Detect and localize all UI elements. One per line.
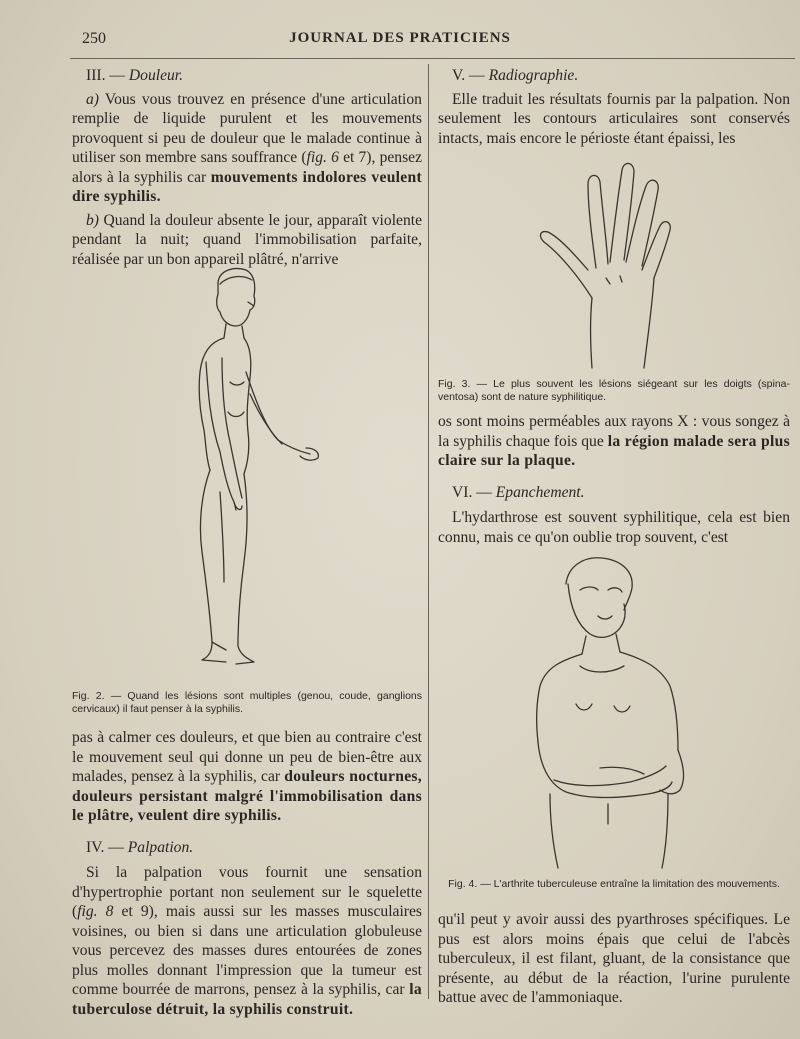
paragraph-a: a) Vous vous trouvez en présence d'une articulation remplie de liquide purulent et les mouvements provoquent si peu de douleur que le malade continue à utiliser son membre sans souffrance (fig. 6 et 7), pensez alors à la syphilis car mouvements indolores veulent dire syphilis. (72, 90, 423, 205)
paragraph-rayons-x: os sont moins perméables aux rayons X : vous songez à la syphilis chaque fois que la région malade sera plus claire sur la plaque. (438, 413, 790, 469)
column-divider (428, 64, 429, 999)
paragraph-after-fig2: pas à calmer ces douleurs, et que bien au contraire c'est le mouvement seul qui donne un peu de bien-être aux malades, pensez à la syphilis, car douleurs nocturnes, douleurs persistant malgré l'immobilisation dans le plâtre, veulent dire syphilis. (72, 729, 422, 824)
section-heading-epanchement: VI. — Epanchement. (452, 483, 585, 501)
right-column-bottom (438, 910, 790, 1008)
right-column-middle (438, 412, 790, 547)
right-column-top (438, 66, 790, 148)
paragraph-b: b) Quand la douleur absente le jour, apparaît violente pendant la nuit; quand l'immobilisation parfaite, réalisée par un bon appareil plâtré, n'arrive (72, 211, 422, 268)
paragraph-epanchement: L'hydarthrose est souvent syphilitique, cela est bien connu, mais ce qu'on oublie trop souvent, c'est (438, 509, 790, 546)
paragraph-radiographie: Elle traduit les résultats fournis par la palpation. Non seulement les contours articulaires sont conservés intacts, mais encore le périoste étant épaissi, les (438, 90, 790, 147)
paragraph-palpation: Si la palpation vous fournit une sensation d'hypertrophie portant non seulement sur le squelette (fig. 8 et 9), mais aussi sur les masses musculaires voisines, ou bien si dans une articulation globuleuse vous percevez des masses dures entourées de zones plus molles donnant l'impression que la tumeur est comme bourrée de marrons, pensez à la syphilis, car la tuberculose détruit, la syphilis construit. (72, 864, 422, 1018)
left-column-top (72, 66, 422, 269)
section-heading-palpation: IV. — Palpation. (86, 838, 194, 856)
figure-4-man-holding-arm (520, 554, 700, 870)
figure-2-caption: Fig. 2. — Quand les lésions sont multiples (genou, coude, ganglions cervicaux) il faut penser à la syphilis. (72, 690, 422, 715)
journal-title: JOURNAL DES PRATICIENS (289, 30, 511, 46)
figure-4-caption: Fig. 4. — L'arthrite tuberculeuse entraîne la limitation des mouvements. (448, 878, 780, 890)
header-rule (70, 58, 795, 59)
paragraph-pyarthroses: qu'il peut y avoir aussi des pyarthroses spécifiques. Le pus est alors moins épais que celui de l'abcès tuberculeux, il est filant, gluant, de la consistance que présente, au début de la réaction, l'urine purulente battue avec de l'ammoniaque. (438, 911, 790, 1006)
section-heading-douleur: III. — Douleur. (86, 67, 184, 84)
left-column-bottom (72, 728, 422, 1019)
figure-3-caption: Fig. 3. — Le plus souvent les lésions siégeant sur les doigts (spina-ventosa) sont de nature syphilitique. (438, 378, 790, 403)
figure-2-standing-man (150, 262, 370, 682)
figure-3-hand (530, 158, 680, 370)
page-number: 250 (82, 30, 106, 47)
section-heading-radiographie: V. — Radiographie. (452, 67, 579, 84)
page-header (0, 28, 800, 50)
